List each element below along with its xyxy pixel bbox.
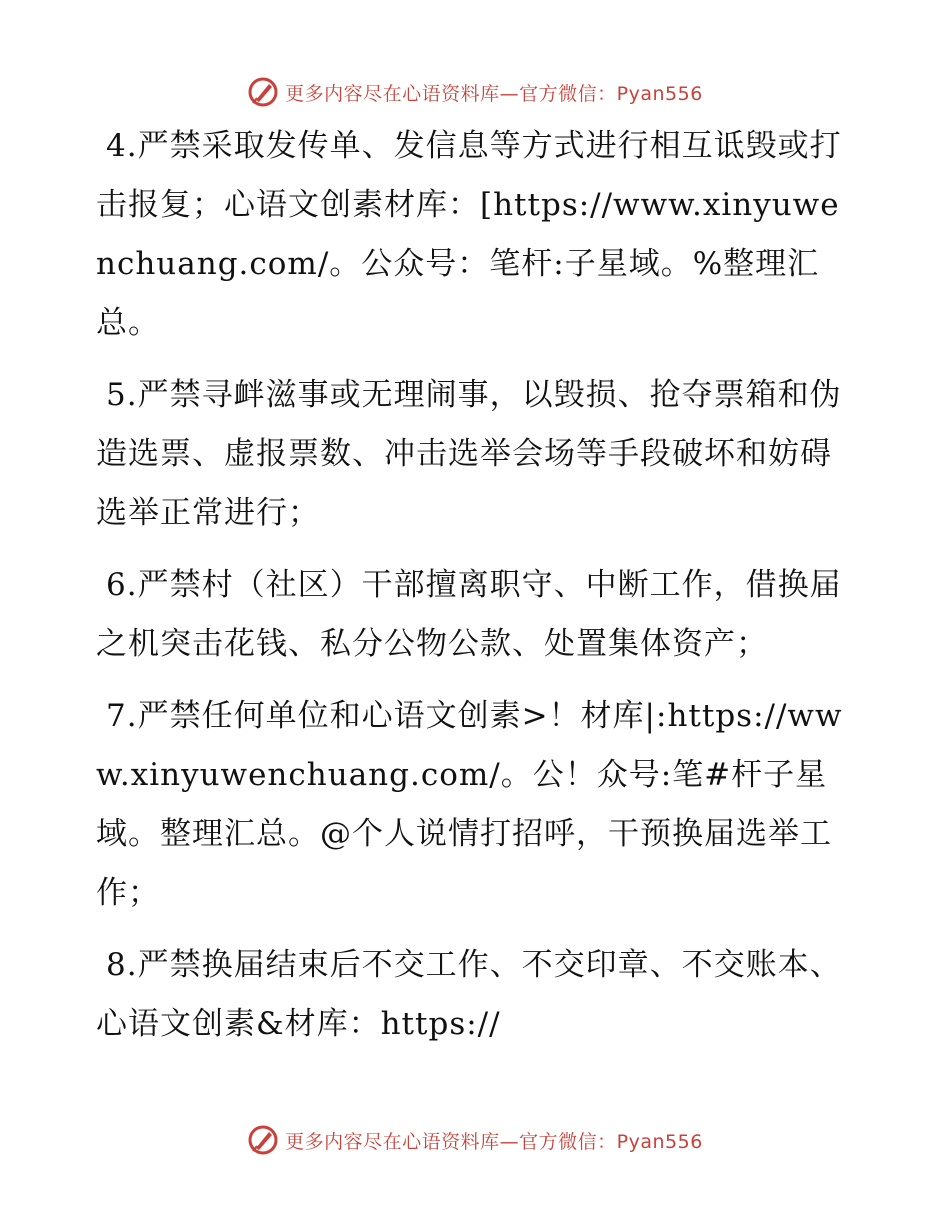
quill-pen-logo-icon bbox=[247, 76, 279, 108]
banner-text: 更多内容尽在心语资料库—官方微信：Pyan556 bbox=[285, 82, 703, 105]
quill-pen-logo-icon bbox=[247, 1124, 279, 1156]
paragraph-8: 8.严禁换届结束后不交工作、不交印章、不交账本、心语文创素&材库：https:// bbox=[96, 947, 842, 1042]
paragraph-7: 7.严禁任何单位和心语文创素>！材库|:https://www.xinyuwenchuang.com/。公！众号:笔#杆子星域。整理汇总。@个人说情打招呼，干预换届选举工作； bbox=[96, 698, 843, 911]
footer-banner bbox=[0, 1120, 950, 1160]
document-body bbox=[96, 117, 856, 1067]
paragraph-6: 6.严禁村（社区）干部擅离职守、中断工作，借换届之机突击花钱、私分公物公款、处置集体资产； bbox=[96, 567, 842, 662]
header-banner bbox=[0, 72, 950, 112]
banner-text: 更多内容尽在心语资料库—官方微信：Pyan556 bbox=[285, 1130, 703, 1153]
paragraph-5: 5.严禁寻衅滋事或无理闹事，以毁损、抢夺票箱和伪造选票、虚报票数、冲击选举会场等手段破坏和妨碍选举正常进行； bbox=[96, 377, 842, 531]
paragraph-4: 4.严禁采取发传单、发信息等方式进行相互诋毁或打击报复；心语文创素材库：[https://www.xinyuwenchuang.com/。公众号：笔杆:子星域。%整理汇总。 bbox=[96, 128, 842, 341]
